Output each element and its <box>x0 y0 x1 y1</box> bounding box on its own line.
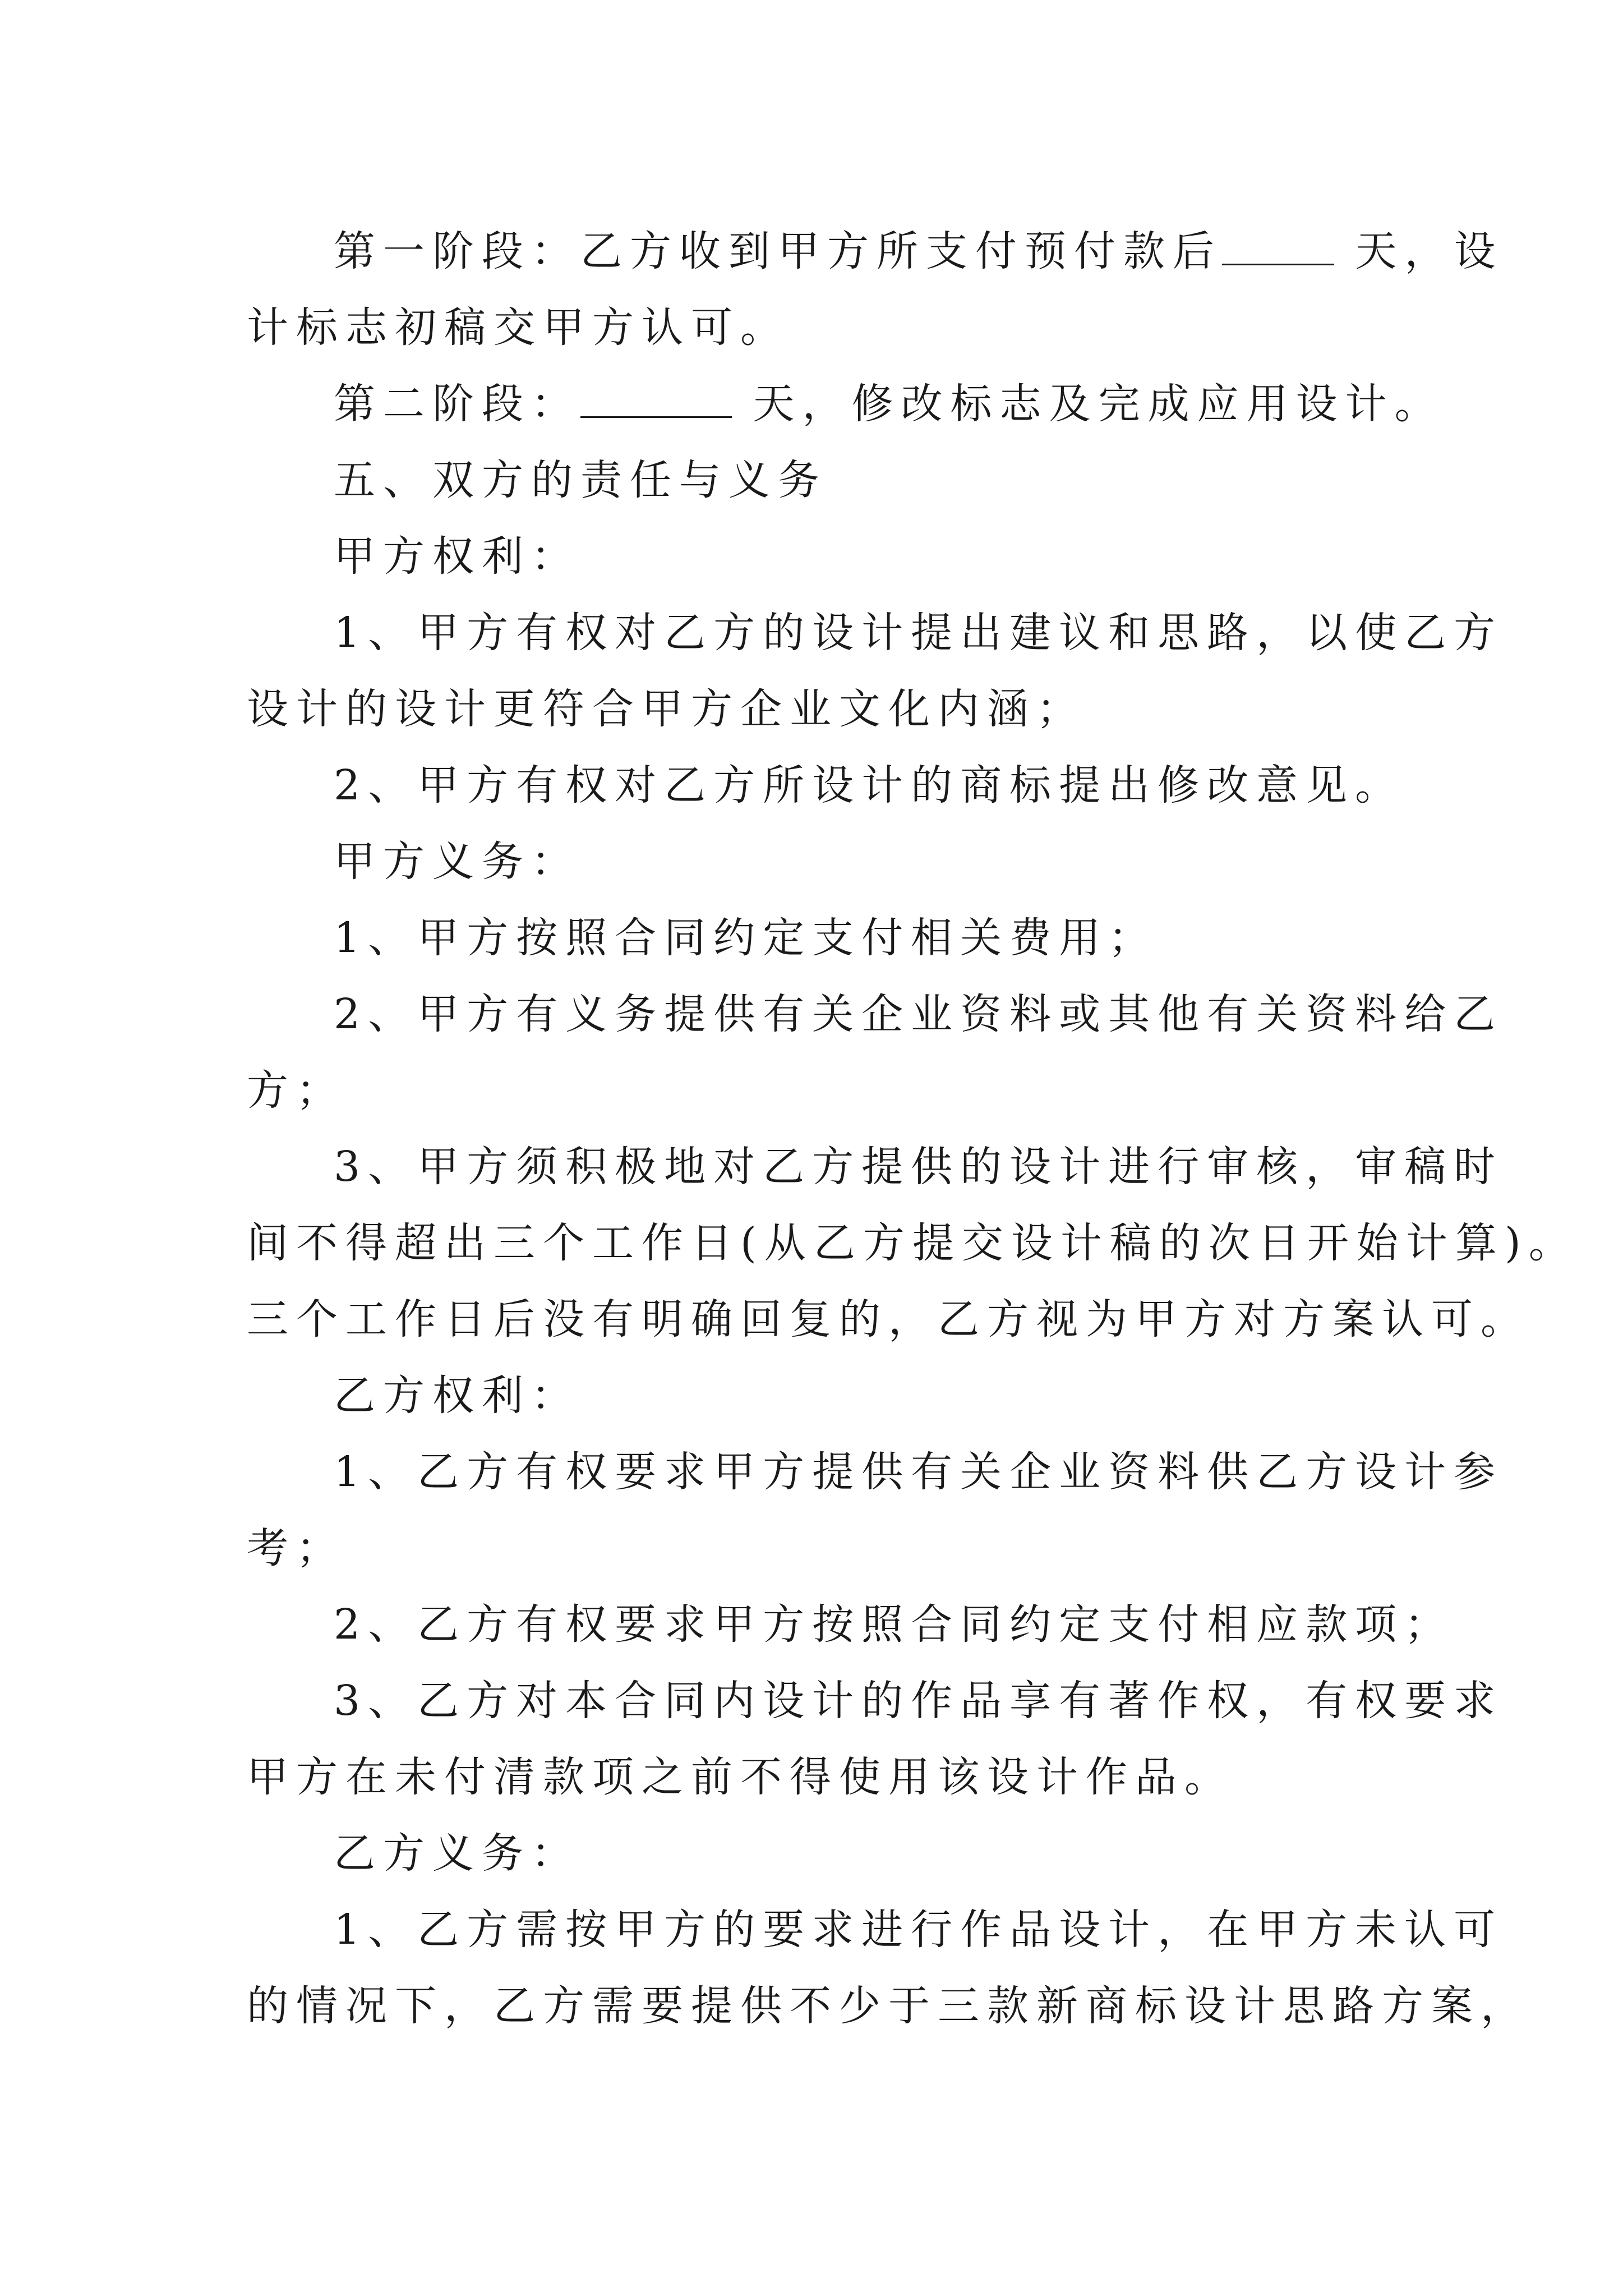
party-b-rights-item2: 2、乙方有权要求甲方按照合同约定支付相应款项； <box>334 1600 1454 1649</box>
party-b-rights-item1-line2: 考； <box>247 1524 345 1572</box>
contract-body <box>247 213 1578 2044</box>
party-b-rights-item3-line1: 3、乙方对本合同内设计的作品享有著作权，有权要求 <box>334 1677 1504 1725</box>
party-b-rights-item1-line1: 1、乙方有权要求甲方提供有关企业资料供乙方设计参 <box>334 1448 1504 1496</box>
phase1-text-before: 第一阶段：乙方收到甲方所支付预付款后 <box>334 227 1222 275</box>
party-a-rights-item1-line1: 1、甲方有权对乙方的设计提出建议和思路，以使乙方 <box>334 609 1504 657</box>
party-a-duties-item2-line2: 方； <box>247 1066 345 1115</box>
party-a-rights-heading: 甲方权利： <box>334 532 580 581</box>
party-b-duties-item1-line1: 1、乙方需按甲方的要求进行作品设计，在甲方未认可 <box>334 1906 1504 1954</box>
days-blank-field <box>580 383 732 418</box>
party-a-duties-heading: 甲方义务： <box>334 838 580 886</box>
party-b-rights-heading: 乙方权利： <box>334 1372 580 1420</box>
party-b-duties-item1-line2: 的情况下，乙方需要提供不少于三款新商标设计思路方案， <box>247 1982 1530 2030</box>
phase2-text-before: 第二阶段： <box>334 380 580 428</box>
party-a-duties-item2-line1: 2、甲方有义务提供有关企业资料或其他有关资料给乙 <box>334 990 1504 1038</box>
phase1-line2: 计标志初稿交甲方认可。 <box>247 303 790 352</box>
party-a-duties-item1: 1、甲方按照合同约定支付相关费用； <box>334 914 1158 962</box>
party-a-duties-item3-line1: 3、甲方须积极地对乙方提供的设计进行审核，审稿时 <box>334 1143 1504 1191</box>
phase1-text-after: 天，设 <box>1334 227 1504 275</box>
phase1-line1 <box>247 213 1504 289</box>
phase2-text-after: 天，修改标志及完成应用设计。 <box>732 380 1444 428</box>
party-a-duties-item3-line3: 三个工作日后没有明确回复的，乙方视为甲方对方案认可。 <box>247 1295 1530 1343</box>
party-b-duties-heading: 乙方义务： <box>334 1829 580 1878</box>
party-a-rights-item1-line2: 设计的设计更符合甲方企业文化内涵； <box>247 685 1086 733</box>
party-a-rights-item2: 2、甲方有权对乙方所设计的商标提出修改意见。 <box>334 761 1405 809</box>
party-b-rights-item3-line2: 甲方在未付清款项之前不得使用该设计作品。 <box>247 1753 1234 1801</box>
party-a-duties-item3-line2: 间不得超出三个工作日(从乙方提交设计稿的次日开始计算)。 <box>247 1219 1578 1267</box>
section-heading: 五、双方的责任与义务 <box>334 456 827 504</box>
days-blank-field <box>1222 230 1334 265</box>
phase2-line <box>247 366 1447 442</box>
